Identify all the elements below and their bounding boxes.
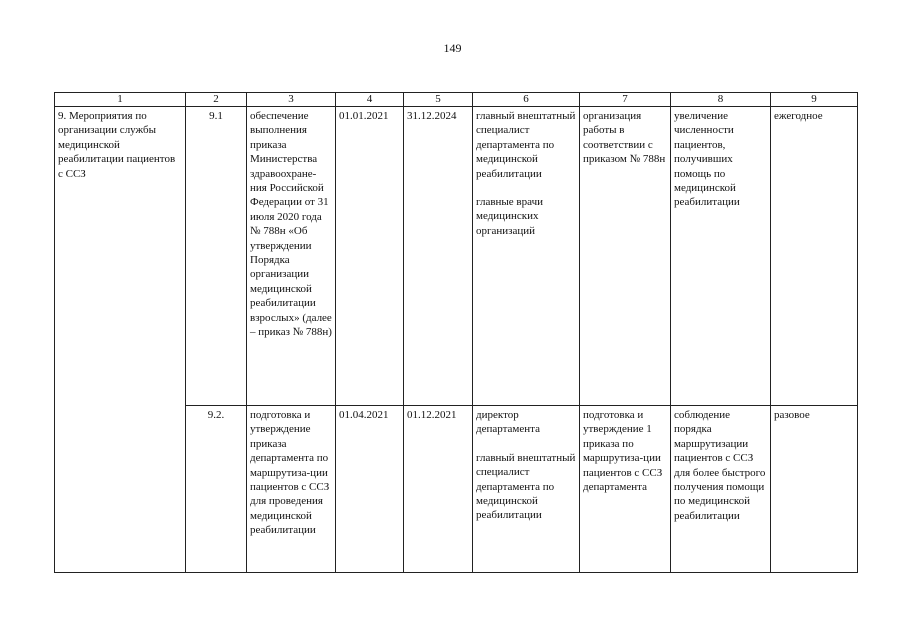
indicator-cell: соблюдение порядка маршрутизации пациентов с ССЗ для более быстрого получения помощи по медицинской реабилитации xyxy=(671,406,771,573)
table-row xyxy=(55,107,858,406)
column-number-header: 4 xyxy=(336,93,404,107)
column-number-header: 7 xyxy=(580,93,671,107)
column-number-header: 9 xyxy=(771,93,858,107)
responsible-cell xyxy=(473,107,580,406)
item-number: 9.2. xyxy=(186,406,247,573)
responsible-secondary: главные врачи медицинских организаций xyxy=(476,196,543,237)
column-number-header: 3 xyxy=(247,93,336,107)
activity-cell: подготовка и утверждение приказа департамента по маршрутиза-ции пациентов с ССЗ для проведения медицинской реабилитации xyxy=(247,406,336,573)
start-date-cell: 01.01.2021 xyxy=(336,107,404,406)
column-number-header: 1 xyxy=(55,93,186,107)
responsible-primary: директор департамента xyxy=(476,409,540,436)
result-cell: подготовка и утверждение 1 приказа по маршрутиза-ции пациентов с ССЗ департамента xyxy=(580,406,671,573)
column-number-header: 6 xyxy=(473,93,580,107)
plan-table xyxy=(54,92,858,573)
responsible-primary: главный внештатный специалист департамента по медицинской реабилитации xyxy=(476,110,576,180)
column-number-header: 8 xyxy=(671,93,771,107)
activity-cell: обеспечение выполнения приказа Министерства здравоохране-ния Российской Федерации от 31 июля 2020 года № 788н «Об утверждении Порядка организации медицинской реабилитации взрослых» (далее – приказ № 788н) xyxy=(247,107,336,406)
page-number: 149 xyxy=(443,41,462,55)
responsible-secondary: главный внештатный специалист департамента по медицинской реабилитации xyxy=(476,451,576,522)
result-cell: организация работы в соответствии с приказом № 788н xyxy=(580,107,671,406)
column-number-header-row xyxy=(55,93,858,107)
column-number-header: 5 xyxy=(404,93,473,107)
start-date-cell: 01.04.2021 xyxy=(336,406,404,573)
responsible-cell xyxy=(473,406,580,573)
column-number-header: 2 xyxy=(186,93,247,107)
section-title: 9. Мероприятия по организации службы медицинской реабилитации пациентов с ССЗ xyxy=(55,107,186,573)
indicator-cell: увеличение численности пациентов, получивших помощь по медицинской реабилитации xyxy=(671,107,771,406)
frequency-cell: ежегодное xyxy=(771,107,858,406)
end-date-cell: 31.12.2024 xyxy=(404,107,473,406)
frequency-cell: разовое xyxy=(771,406,858,573)
end-date-cell: 01.12.2021 xyxy=(404,406,473,573)
item-number: 9.1 xyxy=(186,107,247,406)
